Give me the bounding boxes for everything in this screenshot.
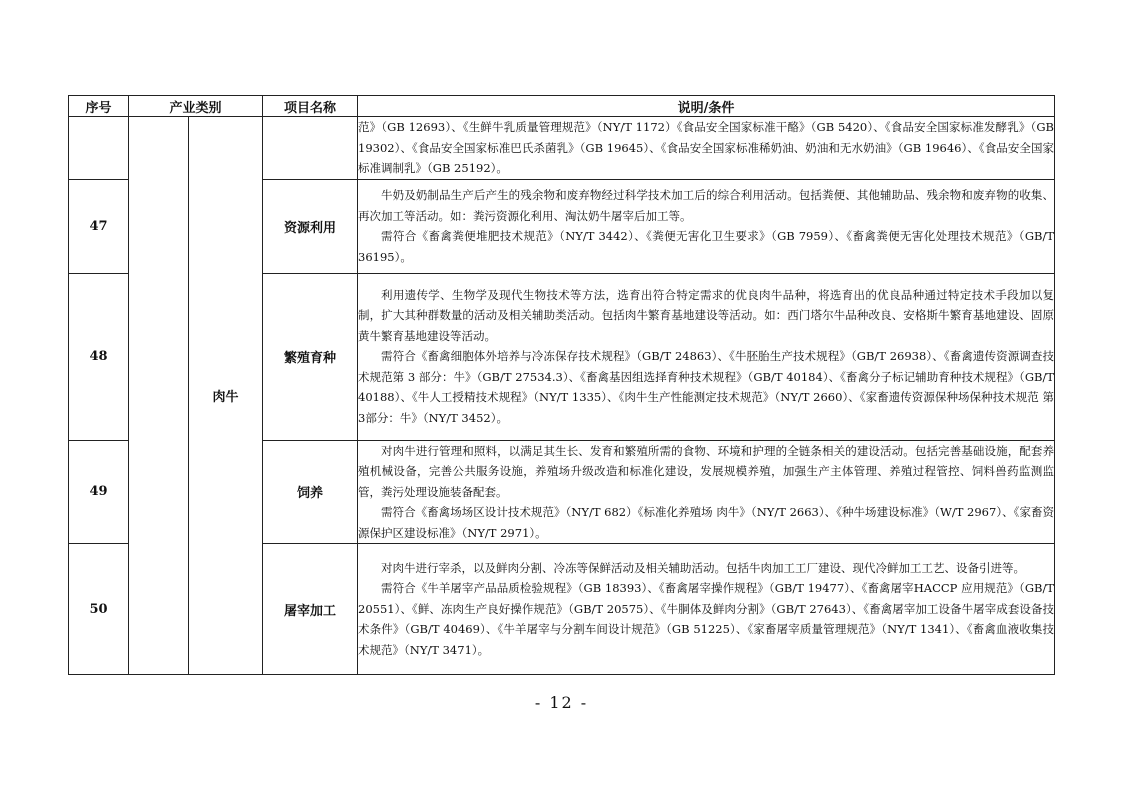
desc-paragraph: 需符合《畜禽场场区设计技术规范》（NY/T 682）《标准化养殖场 肉牛》（NY/T 2663）、《种牛场建设标准》（W/T 2967）、《家畜资源保护区建设标准》（NY/T 2971）。 <box>358 505 1055 540</box>
standards-table <box>68 95 1055 675</box>
row-project: 繁殖育种 <box>263 273 358 440</box>
row-project: 资源利用 <box>263 179 358 273</box>
desc-paragraph: 范》（GB 12693）、《生鲜牛乳质量管理规范》（NY/T 1172）《食品安全国家标准干酪》（GB 5420）、《食品安全国家标准发酵乳》（GB 19302）、《食品安全国家标准巴氏杀菌乳》（GB 19645）、《食品安全国家标准稀奶油、奶油和无水奶油》（GB 19646）、《食品安全国家标准调制乳》（GB 25192）。 <box>358 120 1055 175</box>
desc-paragraph: 牛奶及奶制品生产后产生的残余物和废弃物经过科学技术加工后的综合利用活动。包括粪便、其他辅助品、残余物和废弃物的收集、再次加工等活动。如：粪污资源化利用、淘汰奶牛屠宰后加工等。 <box>358 188 1055 223</box>
row-desc <box>358 273 1055 440</box>
row-project <box>263 117 358 180</box>
row-num: 50 <box>69 544 129 675</box>
desc-paragraph: 对肉牛进行管理和照料，以满足其生长、发育和繁殖所需的食物、环境和护理的全链条相关的建设活动。包括完善基础设施，配套养殖机械设备，完善公共服务设施，养殖场升级改造和标准化建设，发展规模养殖，加强生产主体管理、养殖过程管控、饲料兽药监测监管，粪污处理设施装备配套。 <box>358 443 1055 499</box>
row-desc <box>358 440 1055 544</box>
desc-paragraph: 对肉牛进行宰杀，以及鲜肉分割、冷冻等保鲜活动及相关辅助活动。包括牛肉加工工厂建设、现代冷鲜加工工艺、设备引进等。 <box>381 560 1026 575</box>
table-row <box>69 117 1055 180</box>
header-num: 序号 <box>69 96 129 117</box>
table-header-row <box>69 96 1055 117</box>
row-num: 48 <box>69 273 129 440</box>
category-outer-cell <box>129 117 189 675</box>
header-project: 项目名称 <box>263 96 358 117</box>
desc-paragraph: 需符合《牛羊屠宰产品品质检验规程》（GB 18393）、《畜禽屠宰操作规程》（GB/T 19477）、《畜禽屠宰HACCP 应用规范》（GB/T 20551）、《鲜、冻肉生产良好操作规范》（GB/T 20575）、《牛胴体及鲜肉分割》（GB/T 27643）、《畜禽屠宰加工设备牛屠宰成套设备技术条件》（GB/T 40469）、《牛羊屠宰与分割车间设计规范》（GB 51225）、《家畜屠宰质量管理规范》（NY/T 1341）、《畜禽血液收集技术规范》（NY/T 3471）。 <box>358 581 1055 657</box>
row-desc <box>358 544 1055 675</box>
desc-paragraph: 需符合《畜禽粪便堆肥技术规范》（NY/T 3442）、《粪便无害化卫生要求》（GB 7959）、《畜禽粪便无害化处理技术规范》（GB/T 36195）。 <box>358 229 1055 264</box>
row-project: 屠宰加工 <box>263 544 358 675</box>
page-number: - 12 - <box>534 693 589 712</box>
row-num: 49 <box>69 440 129 544</box>
category-cell: 肉牛 <box>189 117 263 675</box>
header-category: 产业类别 <box>129 96 263 117</box>
desc-paragraph: 需符合《畜禽细胞体外培养与冷冻保存技术规程》（GB/T 24863）、《牛胚胎生产技术规程》（GB/T 26938）、《畜禽遗传资源调查技术规范第 3 部分：牛》（GB/T 27534.3）、《畜禽基因组选择育种技术规程》（GB/T 40184）、《畜禽分子标记辅助育种技术规程》（GB/T 40188）、《牛人工授精技术规程》（NY/T 1335）、《肉牛生产性能测定技术规范》（NY/T 2660）、《家畜遗传资源保种场保种技术规范 第3部分：牛》（NY/T 3452）。 <box>358 349 1055 425</box>
row-num: 47 <box>69 179 129 273</box>
row-num <box>69 117 129 180</box>
header-desc: 说明/条件 <box>358 96 1055 117</box>
row-desc <box>358 179 1055 273</box>
desc-paragraph: 利用遗传学、生物学及现代生物技术等方法，选育出符合特定需求的优良肉牛品种，将选育出的优良品种通过特定技术手段加以复制，扩大其种群数量的活动及相关辅助类活动。包括肉牛繁育基地建设等活动。如：西门塔尔牛品种改良、安格斯牛繁育基地建设、固原黄牛繁育基地建设等活动。 <box>358 287 1055 343</box>
row-project: 饲养 <box>263 440 358 544</box>
row-desc <box>358 117 1055 180</box>
